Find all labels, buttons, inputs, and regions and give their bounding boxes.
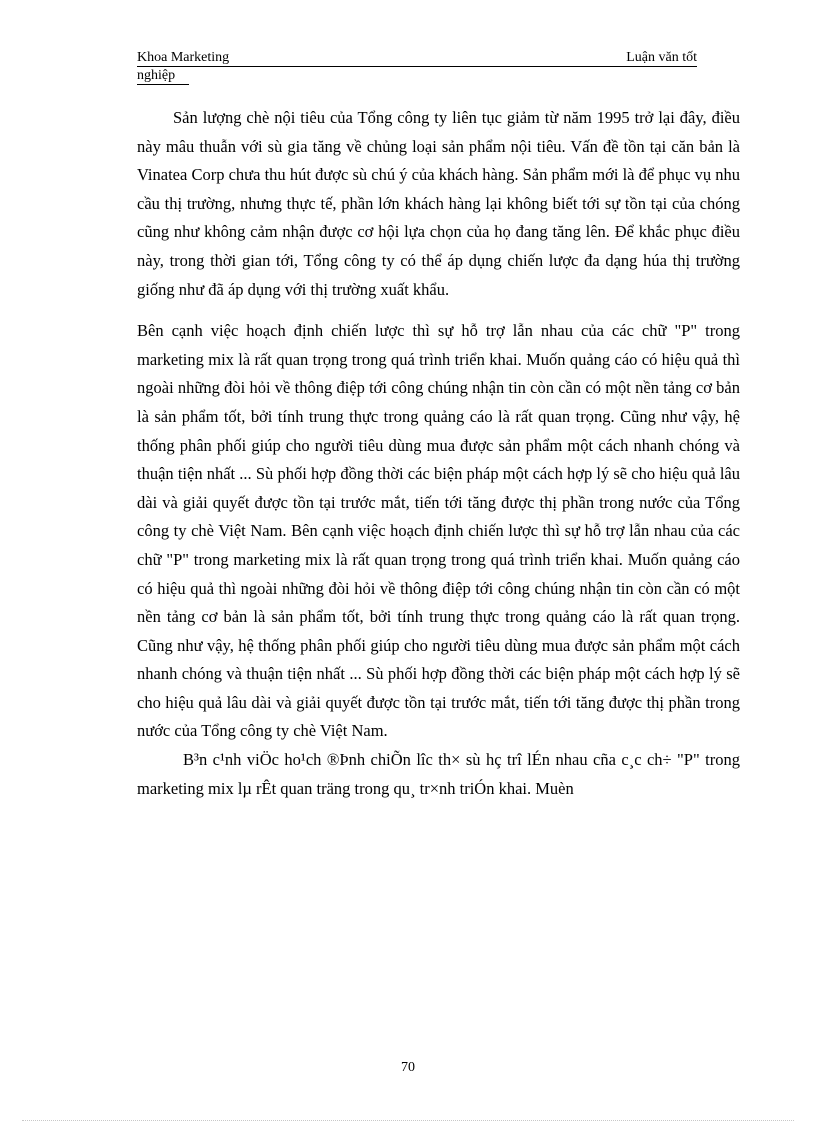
page-bottom-rule xyxy=(22,1120,794,1121)
paragraph-2: Bên cạnh việc hoạch định chiến lược thì sự hỗ trợ lẫn nhau của các chữ "P" trong marketing mix là rất quan trọng trong quá trình triển khai. Muốn quảng cáo có hiệu quả thì ngoài những đòi hỏi về thông điệp tới công chúng nhận tin còn cần có một nền tảng cơ bản là sản phẩm tốt, bởi tính trung thực trong quảng cáo là rất quan trọng. Cũng như vậy, hệ thống phân phối giúp cho người tiêu dùng mua được sản phẩm một cách nhanh chóng và thuận tiện nhất ... Sù phối hợp đồng thời các biện pháp một cách hợp lý sẽ cho hiệu quả lâu dài và giải quyết được tồn tại trước mắt, tiến tới tăng được thị phần trong nước của Tổng công ty chè Việt Nam. Bên cạnh việc hoạch định chiến lược thì sự hỗ trợ lẫn nhau của các chữ "P" trong marketing mix là rất quan trọng trong quá trình triển khai. Muốn quảng cáo có hiệu quả thì ngoài những đòi hỏi về thông điệp tới công chúng nhận tin còn cần có một nền tảng cơ bản là sản phẩm tốt, bởi tính trung thực trong quảng cáo là rất quan trọng. Cũng như vậy, hệ thống phân phối giúp cho người tiêu dùng mua được sản phẩm một cách nhanh chóng và thuận tiện nhất ... Sù phối hợp đồng thời các biện pháp một cách hợp lý sẽ cho hiệu quả lâu dài và giải quyết được tồn tại trước mắt, tiến tới tăng được thị phần trong nước của Tổng công ty chè Việt Nam. xyxy=(137,321,740,741)
header-faculty: Khoa Marketing xyxy=(137,50,230,65)
header-row xyxy=(137,50,697,67)
header-thesis-label-wrap: nghiệp xyxy=(137,68,189,85)
body-text xyxy=(137,104,740,803)
page-header xyxy=(137,50,697,85)
paragraph-1: Sản lượng chè nội tiêu của Tổng công ty liên tục giảm từ năm 1995 trở lại đây, điều này mâu thuẫn với sù gia tăng về chủng loại sản phẩm nội tiêu. Vấn đề tồn tại căn bản là Vinatea Corp chưa thu hút được sù chú ý của khách hàng. Sản phẩm mới là để phục vụ nhu cầu thị trường, nhưng thực tế, phần lớn khách hàng lại không biết tới sự tồn tại của chóng cũng như không cảm nhận được cơ hội lựa chọn của họ đang tăng lên. Để khắc phục điều này, trong thời gian tới, Tổng công ty có thể áp dụng chiến lược đa dạng húa thị trường giống như đã áp dụng với thị trường xuất khẩu. xyxy=(137,108,740,299)
page-number: 70 xyxy=(401,1060,415,1075)
header-thesis-label: Luận văn tốt xyxy=(626,50,697,65)
paragraph-3-garbled: B³n c¹nh viÖc ho¹ch ®Þnh chiÕn lîc th× sù hç trî lÉn nhau cña c¸c ch÷ "P" trong marketing mix lµ rÊt quan träng trong qu¸ tr×nh triÓn khai. Muèn xyxy=(137,750,740,798)
